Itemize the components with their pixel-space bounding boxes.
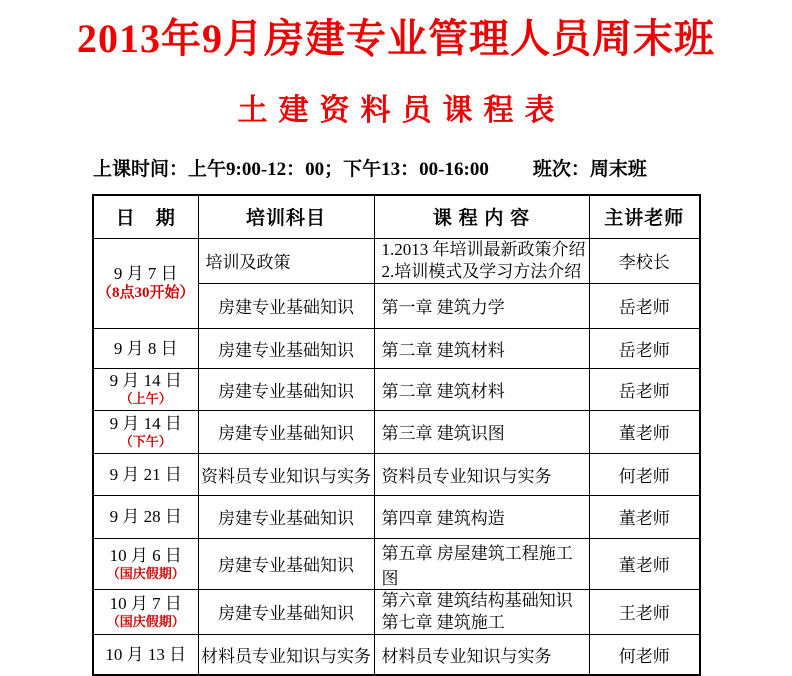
subject-cell: 房建专业基础知识 xyxy=(198,368,374,410)
table-row xyxy=(93,410,700,453)
content-cell: 第四章 建筑构造 xyxy=(374,495,589,538)
subject-cell: 房建专业基础知识 xyxy=(198,495,374,538)
class-value: 周末班 xyxy=(589,159,647,180)
date-cell xyxy=(93,495,198,538)
content-cell: 材料员专业知识与实务 xyxy=(374,634,589,675)
course-table xyxy=(92,194,701,676)
content-line-1: 第六章 建筑结构基础知识 xyxy=(381,590,573,610)
table-row xyxy=(93,634,700,675)
content-cell xyxy=(374,589,589,634)
teacher-cell: 王老师 xyxy=(589,589,700,634)
content-line-2: 第七章 建筑施工 xyxy=(381,612,505,632)
table-row xyxy=(93,368,700,410)
content-cell: 第三章 建筑识图 xyxy=(374,410,589,453)
table-row xyxy=(93,495,700,538)
date-text: 9 月 14 日 xyxy=(109,371,182,391)
date-cell xyxy=(93,634,198,675)
teacher-cell: 董老师 xyxy=(589,495,700,538)
date-cell xyxy=(93,368,198,410)
date-note: （上午） xyxy=(119,391,172,407)
teacher-cell: 岳老师 xyxy=(589,328,700,368)
page-title: 2013年9月房建专业管理人员周末班 xyxy=(77,16,715,61)
date-cell xyxy=(93,328,198,368)
date-text: 9 月 14 日 xyxy=(109,413,182,433)
subject-cell: 材料员专业知识与实务 xyxy=(198,634,374,675)
page-subtitle: 土建资料员课程表 xyxy=(237,94,566,127)
schedule-info xyxy=(93,154,792,181)
subject-cell: 房建专业基础知识 xyxy=(198,410,374,453)
table-row xyxy=(93,538,700,589)
subject-cell: 房建专业基础知识 xyxy=(198,538,374,589)
content-cell: 第五章 房屋建筑工程施工图 xyxy=(374,538,589,589)
subject-cell: 资料员专业知识与实务 xyxy=(198,453,374,495)
content-cell: 第二章 建筑材料 xyxy=(374,328,589,368)
teacher-cell: 岳老师 xyxy=(589,368,700,410)
date-text: 9 月 8 日 xyxy=(113,338,178,358)
header-subject: 培训科目 xyxy=(198,195,374,238)
header-content: 课 程 内 容 xyxy=(374,195,589,238)
date-cell xyxy=(93,589,198,634)
content-cell: 第二章 建筑材料 xyxy=(374,368,589,410)
teacher-cell: 岳老师 xyxy=(589,283,700,328)
header-date: 日 期 xyxy=(93,195,198,238)
teacher-cell: 李校长 xyxy=(589,238,700,283)
schedule-label: 上课时间： xyxy=(93,159,189,180)
date-text: 9 月 28 日 xyxy=(109,507,182,527)
date-cell xyxy=(93,453,198,495)
teacher-cell: 董老师 xyxy=(589,410,700,453)
schedule-value: 上午9:00-12：00；下午13：00-16:00 xyxy=(188,159,489,180)
date-note: （下午） xyxy=(119,433,172,449)
date-text: 10 月 6 日 xyxy=(109,545,182,565)
date-note: （8点30开始） xyxy=(96,284,195,301)
subject-cell: 房建专业基础知识 xyxy=(198,328,374,368)
class-label: 班次： xyxy=(532,159,590,180)
date-note: （国庆假期） xyxy=(106,613,185,629)
date-cell xyxy=(93,410,198,453)
content-line-1: 1.2013 年培训最新政策介绍 xyxy=(381,239,586,259)
table-row xyxy=(93,589,700,634)
date-cell xyxy=(93,538,198,589)
content-cell xyxy=(374,238,589,283)
date-cell xyxy=(93,238,198,328)
date-text: 10 月 7 日 xyxy=(109,593,182,613)
subject-cell: 房建专业基础知识 xyxy=(198,589,374,634)
table-row xyxy=(93,453,700,495)
subject-cell: 房建专业基础知识 xyxy=(198,283,374,328)
teacher-cell: 何老师 xyxy=(589,634,700,675)
teacher-cell: 何老师 xyxy=(589,453,700,495)
content-cell: 第一章 建筑力学 xyxy=(374,283,589,328)
date-note: （国庆假期） xyxy=(106,565,185,581)
header-row xyxy=(93,195,700,238)
table-row xyxy=(93,328,700,368)
date-text: 10 月 13 日 xyxy=(105,645,187,664)
date-text: 9 月 21 日 xyxy=(109,464,182,484)
header-teacher: 主讲老师 xyxy=(589,195,700,238)
table-row xyxy=(93,238,700,283)
subject-cell: 培训及政策 xyxy=(198,238,374,283)
date-text: 9 月 7 日 xyxy=(113,263,178,283)
content-cell: 资料员专业知识与实务 xyxy=(374,453,589,495)
content-line-2: 2.培训模式及学习方法介绍 xyxy=(381,261,582,281)
teacher-cell: 董老师 xyxy=(589,538,700,589)
